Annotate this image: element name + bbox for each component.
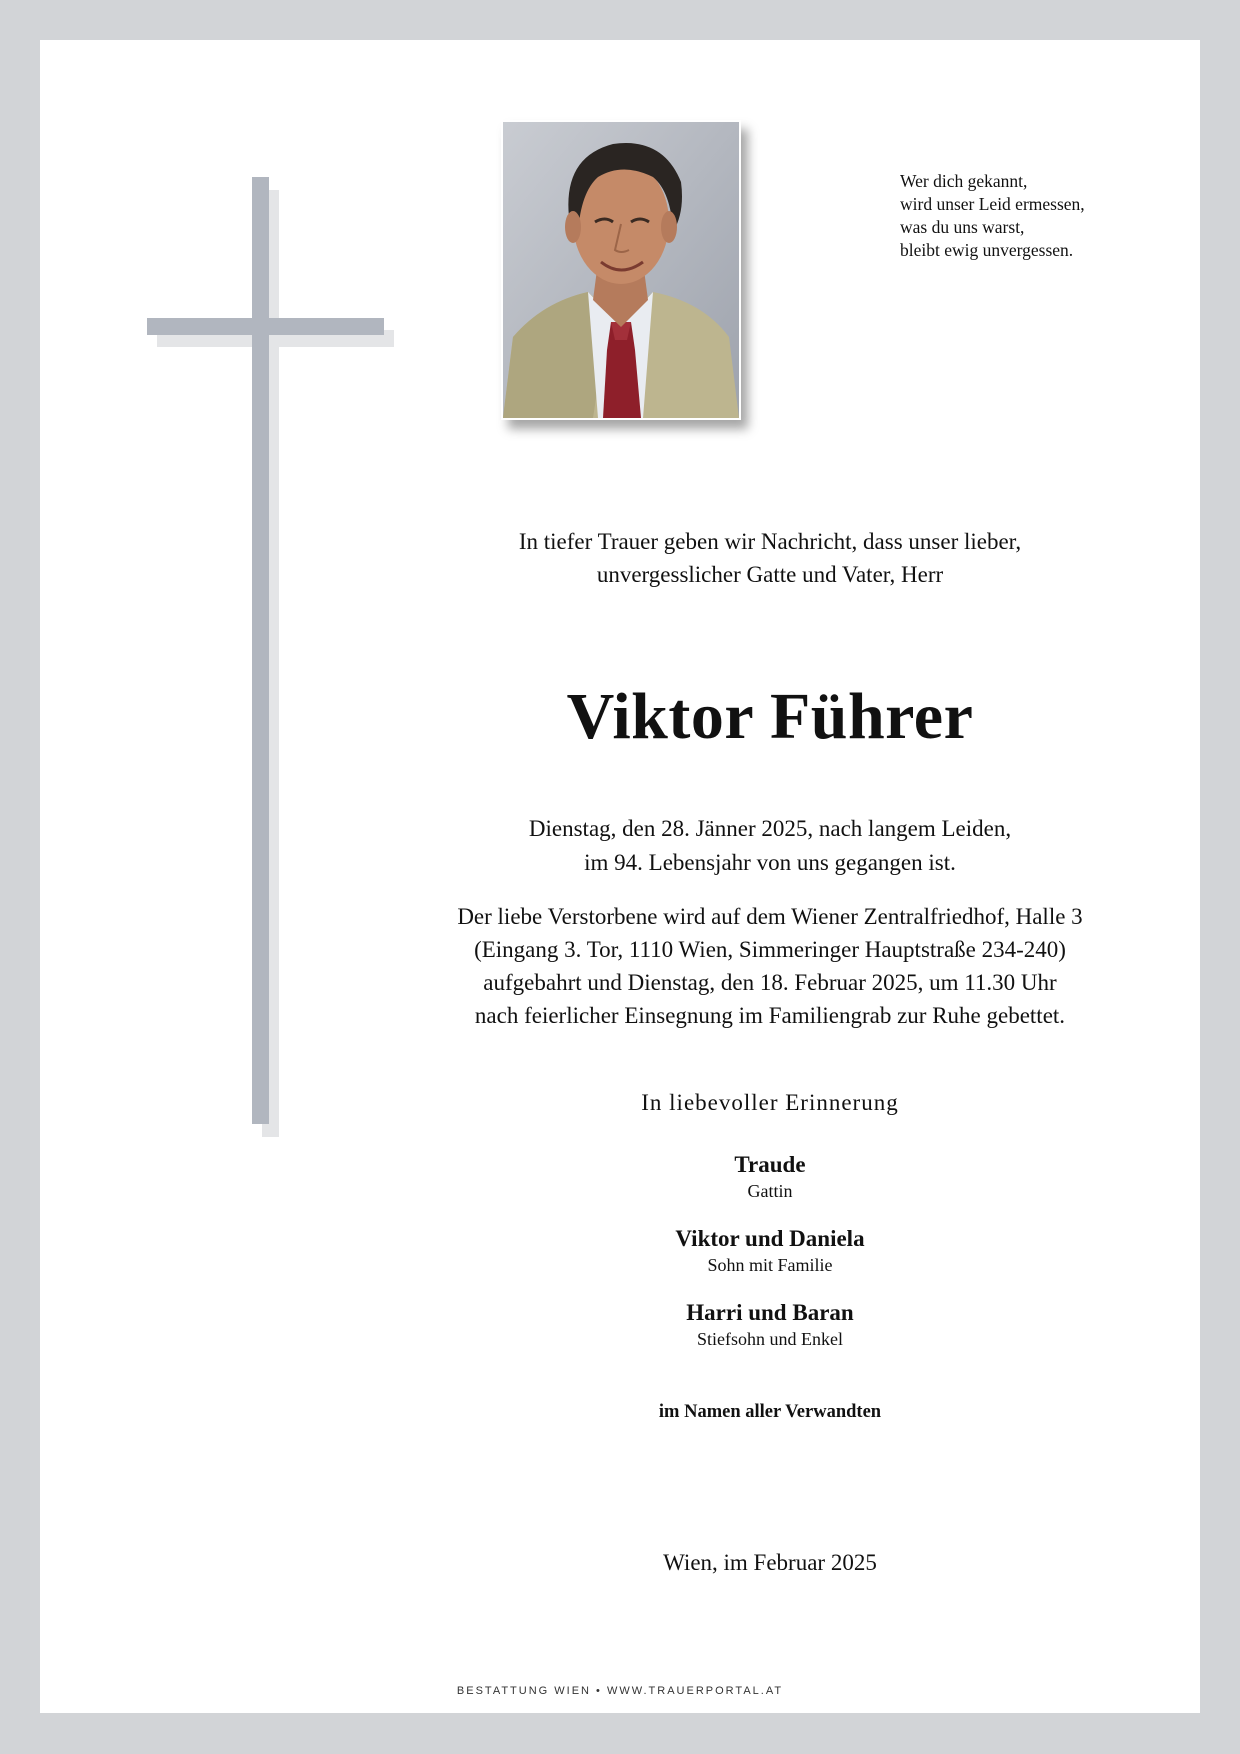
poem-line: bleibt ewig unvergessen. xyxy=(900,240,1074,260)
obituary-page xyxy=(40,40,1200,1713)
memory-line: In liebevoller Erinnerung xyxy=(641,1090,899,1115)
mourner-name: Harri und Baran xyxy=(686,1300,854,1325)
death-notice-line: Dienstag, den 28. Jänner 2025, nach langem Leiden, xyxy=(528,816,1012,841)
cross-horizontal-beam xyxy=(147,318,384,335)
mourner-relation: Sohn mit Familie xyxy=(707,1255,833,1275)
relatives-line: im Namen aller Verwandten xyxy=(658,1402,882,1422)
footer-credit: BESTATTUNG WIEN • WWW.TRAUERPORTAL.AT xyxy=(456,1685,784,1697)
place-date: Wien, im Februar 2025 xyxy=(663,1550,877,1575)
mourner-relation: Stiefsohn und Enkel xyxy=(697,1329,843,1349)
poem-line: Wer dich gekannt, xyxy=(900,171,1028,191)
mourners-list xyxy=(340,1150,1200,1372)
portrait-photo xyxy=(501,120,741,420)
mourner-name: Traude xyxy=(734,1152,806,1177)
funeral-line: (Eingang 3. Tor, 1110 Wien, Simmeringer Hauptstraße 234-240) xyxy=(474,937,1066,962)
poem-line: was du uns warst, xyxy=(900,217,1025,237)
funeral-line: Der liebe Verstorbene wird auf dem Wiener Zentralfriedhof, Halle 3 xyxy=(457,904,1083,929)
death-notice xyxy=(340,812,1200,880)
mourner-entry xyxy=(340,1224,1200,1276)
intro-text xyxy=(340,525,1200,591)
funeral-details xyxy=(340,900,1200,1032)
death-notice-line: im 94. Lebensjahr von uns gegangen ist. xyxy=(584,850,956,875)
funeral-line: aufgebahrt und Dienstag, den 18. Februar 2025, um 11.30 Uhr xyxy=(483,970,1057,995)
deceased-name: Viktor Führer xyxy=(566,680,974,753)
intro-line: In tiefer Trauer geben wir Nachricht, dass unser lieber, xyxy=(518,529,1022,554)
memorial-poem xyxy=(900,170,1160,262)
poem-line: wird unser Leid ermessen, xyxy=(900,194,1085,214)
intro-line: unvergesslicher Gatte und Vater, Herr xyxy=(596,562,944,587)
mourner-entry xyxy=(340,1298,1200,1350)
mourner-entry xyxy=(340,1150,1200,1202)
mourner-name: Viktor und Daniela xyxy=(675,1226,865,1251)
funeral-line: nach feierlicher Einsegnung im Familiengrab zur Ruhe gebettet. xyxy=(474,1003,1066,1028)
mourner-relation: Gattin xyxy=(747,1181,793,1201)
